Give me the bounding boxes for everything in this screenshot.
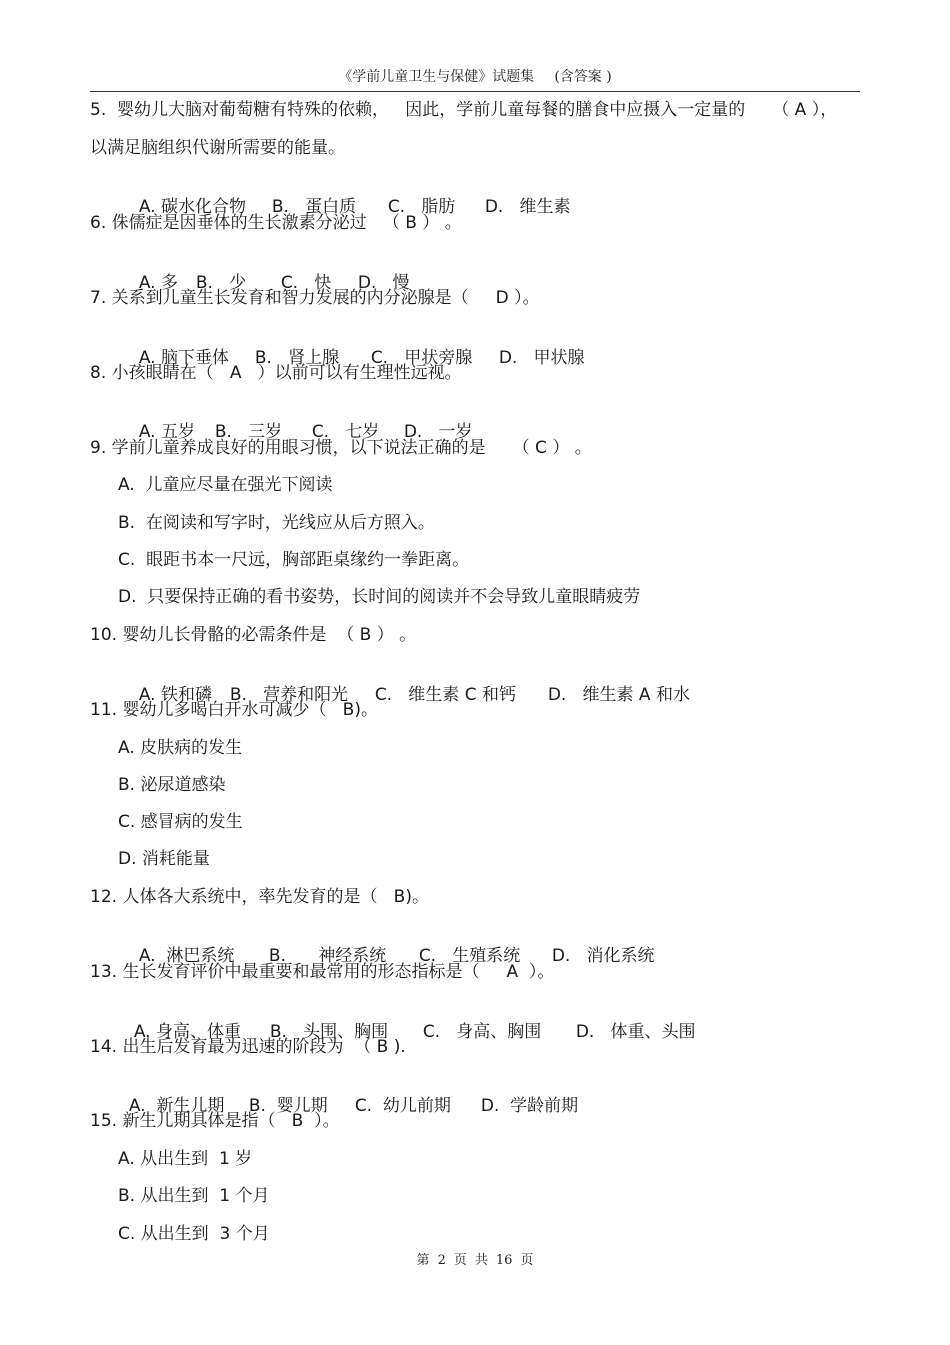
option-d: D. 体重、头围 [575,1022,696,1042]
option-b: B. 头围、胸围 [269,1022,389,1042]
option-a: A. 身高、体重 [133,1022,241,1042]
option-d: D. 学龄前期 [480,1096,579,1116]
question-5-stem: 5. 婴幼儿大脑对葡萄糖有特殊的依赖， 因此，学前儿童每餐的膳食中应摄入一定量的 （ A ）， [90,100,838,120]
option-b: B. 肾上腺 [254,348,340,368]
option-c: C. 七岁 [311,422,380,442]
question-14-options [118,1073,579,1116]
header-rule [90,91,860,92]
page-footer [0,1249,950,1268]
question-15-option-b: B. 从出生到 1 个月 [118,1186,270,1206]
question-5-stem-continued: 以满足脑组织代谢所需要的能量。 [90,138,345,158]
option-a: A. 铁和磷 [138,685,212,705]
question-9-option-a: A. 儿童应尽量在强光下阅读 [118,475,333,495]
question-9-option-c: C. 眼距书本一尺远，胸部距桌缘约一拳距离。 [118,550,470,570]
option-c: C. 生殖系统 [418,946,521,966]
option-b: B. 婴儿期 [248,1096,328,1116]
option-a: A. 淋巴系统 [138,946,235,966]
option-b: B. 营养和阳光 [229,685,349,705]
option-d: D. 甲状腺 [498,348,585,368]
question-6-stem: 6. 侏儒症是因垂体的生长激素分泌过 （ B ） 。 [90,213,462,233]
page-header [0,66,950,86]
option-b: B. 少 [195,273,247,293]
question-7-stem: 7. 关系到儿童生长发育和智力发展的内分泌腺是（ D ）。 [90,288,540,308]
page-number: 2 [437,1253,446,1268]
option-a: A. 碳水化合物 [138,197,246,217]
option-c: C. 身高、胸围 [422,1022,542,1042]
footer-label-di: 第 [416,1253,430,1268]
question-6-options [128,250,410,293]
question-10-stem: 10. 婴幼儿长骨骼的必需条件是 （ B ） 。 [90,625,417,645]
question-15-option-a: A. 从出生到 1 岁 [118,1149,253,1169]
question-11-option-b: B. 泌尿道感染 [118,775,226,795]
option-a: A. 脑下垂体 [138,348,229,368]
option-d: D. 慢 [357,273,410,293]
question-13-stem: 13. 生长发育评价中最重要和最常用的形态指标是（ A ）。 [90,962,555,982]
footer-label-ye: 页 [453,1253,467,1268]
question-15-option-c: C. 从出生到 3 个月 [118,1224,270,1244]
option-c: C. 甲状旁腺 [370,348,473,368]
option-a: A. 五岁 [138,422,195,442]
question-11-option-a: A. 皮肤病的发生 [118,738,243,758]
question-9-option-d: D. 只要保持正确的看书姿势，长时间的阅读并不会导致儿童眼睛疲劳 [118,587,641,607]
question-7-options [128,325,585,368]
option-c: C. 快 [280,273,332,293]
option-b: B. 蛋白质 [271,197,357,217]
answer-note: (含答案 ) [554,69,612,85]
question-11-stem: 11. 婴幼儿多喝白开水可减少（ B)。 [90,700,378,720]
option-d: D. 维生素 [484,197,571,217]
question-15-stem: 15. 新生儿期具体是指（ B ）。 [90,1111,340,1131]
question-14-stem: 14. 出生后发育最为迅速的阶段为 （ B ). [90,1037,406,1057]
question-13-options [123,999,696,1042]
question-8-options [128,399,473,442]
total-pages: 16 [495,1253,513,1268]
option-b: B. 神经系统 [268,946,387,966]
footer-label-ye-2: 页 [520,1253,534,1268]
option-c: C. 脂肪 [387,197,456,217]
question-8-stem: 8. 小孩眼睛在（ A ）以前可以有生理性远视。 [90,363,462,383]
option-d: D. 一岁 [403,422,473,442]
question-10-options [128,662,690,705]
question-9-option-b: B. 在阅读和写字时，光线应从后方照入。 [118,513,435,533]
option-a: A. 多 [138,273,178,293]
question-12-options [128,923,655,966]
question-11-option-d: D. 消耗能量 [118,849,210,869]
option-c: C. 维生素 C 和钙 [374,685,516,705]
footer-label-gong: 共 [474,1253,488,1268]
question-11-option-c: C. 感冒病的发生 [118,812,243,832]
question-9-stem: 9. 学前儿童养成良好的用眼习惯，以下说法正确的是 （ C ） 。 [90,438,592,458]
document-title: 《学前儿童卫生与保健》试题集 [338,69,535,85]
option-d: D. 消化系统 [551,946,655,966]
question-12-stem: 12. 人体各大系统中，率先发育的是（ B)。 [90,887,429,907]
question-5-options [128,174,571,217]
option-d: D. 维生素 A 和水 [547,685,690,705]
option-b: B. 三岁 [214,422,283,442]
option-c: C. 幼儿前期 [354,1096,451,1116]
option-a: A. 新生儿期 [128,1096,225,1116]
